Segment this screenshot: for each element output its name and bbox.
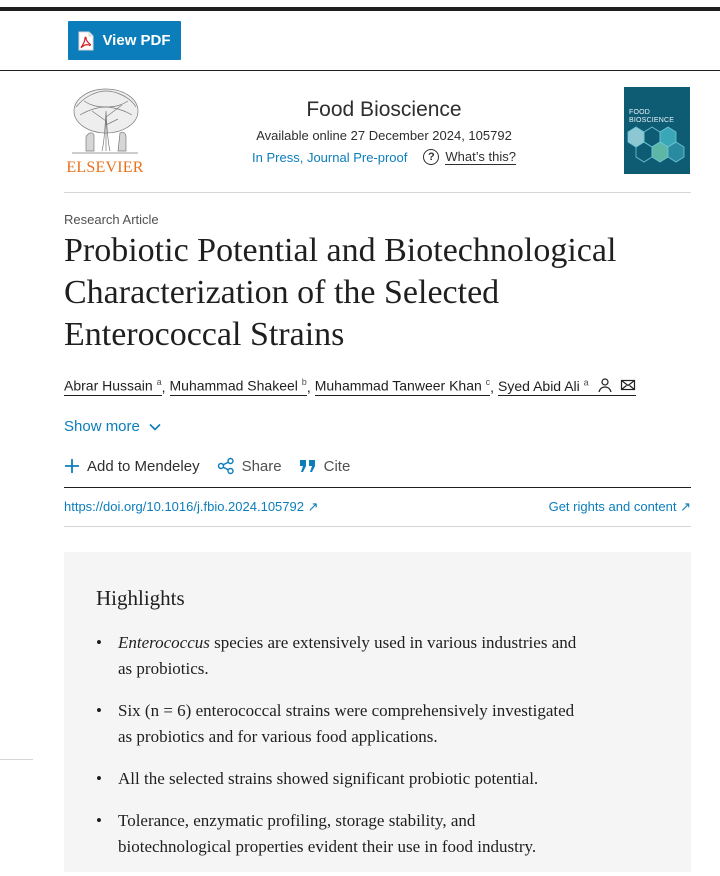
quote-icon (299, 458, 317, 474)
chevron-down-icon (148, 420, 162, 434)
plus-icon (64, 458, 80, 474)
highlight-item: • Six (n = 6) enterococcal strains were comprehensively investigated as probiotics and for various food applications. (96, 698, 586, 750)
left-panel-divider (0, 759, 33, 760)
article-actions (64, 457, 367, 475)
elsevier-wordmark: ELSEVIER (66, 159, 144, 176)
share-icon (217, 457, 235, 475)
availability-text: Available online 27 December 2024, 105792 (256, 128, 512, 143)
cite-button[interactable] (299, 458, 351, 475)
highlight-item: • All the selected strains showed significant probiotic potential. (96, 766, 586, 792)
journal-header (200, 98, 568, 165)
cover-title: FOOD BIOSCIENCE (629, 109, 675, 124)
author-link[interactable]: Muhammad Tanweer Khan $^c$ (314, 377, 491, 394)
article-title: Probiotic Potential and Biotechnological Characterization of the Selected Enterococcal Strains (64, 232, 617, 353)
question-icon: ? (423, 149, 439, 165)
pdf-icon (78, 31, 94, 51)
add-to-mendeley-label: Add to Mendeley (87, 457, 200, 475)
article-type: Research Article (64, 212, 159, 227)
view-pdf-label: View PDF (102, 32, 171, 49)
actions-divider (64, 487, 691, 488)
show-more-button[interactable] (64, 418, 162, 435)
elsevier-logo[interactable] (64, 87, 146, 177)
header-divider (64, 192, 691, 193)
view-pdf-button[interactable] (68, 21, 181, 60)
person-icon (597, 377, 613, 393)
highlights-list (96, 630, 586, 876)
whats-this-link[interactable] (423, 149, 516, 165)
share-button[interactable] (217, 457, 282, 475)
rights-link[interactable]: Get rights and content ↗ (548, 499, 691, 514)
cover-hexagon-art (624, 87, 690, 174)
share-label: Share (241, 457, 282, 475)
author-link[interactable]: Abrar Hussain $^a$ (64, 377, 162, 394)
highlights-panel (64, 552, 691, 872)
highlights-title: Highlights (96, 586, 185, 610)
doi-divider (64, 526, 691, 527)
journal-cover[interactable] (624, 87, 690, 174)
cite-label: Cite (323, 457, 351, 475)
doi-link[interactable]: https://doi.org/10.1016/j.fbio.2024.105792 ↗ (64, 499, 319, 514)
elsevier-tree-icon (64, 87, 146, 159)
author-link[interactable]: Muhammad Shakeel $^b$ (169, 377, 307, 394)
in-press-status: In Press, Journal Pre-proof (252, 149, 408, 165)
journal-title-link[interactable]: Food Bioscience (306, 98, 462, 121)
highlight-item: • Enterococcus species are extensively used in various industries and as probiotics. (96, 630, 586, 682)
highlight-item: • Tolerance, enzymatic profiling, storage stability, and biotechnological properties evident their use in food industry. (96, 808, 586, 860)
toolbar (0, 11, 720, 71)
add-to-mendeley-button[interactable] (64, 458, 200, 475)
author-list: Abrar Hussain $^a$ , Muhammad Shakeel $^b$ , Muhammad Tanweer Khan $^c$ , Syed Abid Ali $^a$ (64, 377, 636, 396)
author-link[interactable]: Syed Abid Ali $^a$ (498, 377, 636, 396)
email-icon (620, 377, 636, 393)
status-row (200, 149, 568, 165)
whats-this-label: What’s this? (445, 149, 516, 164)
show-more-label: Show more (64, 418, 140, 435)
